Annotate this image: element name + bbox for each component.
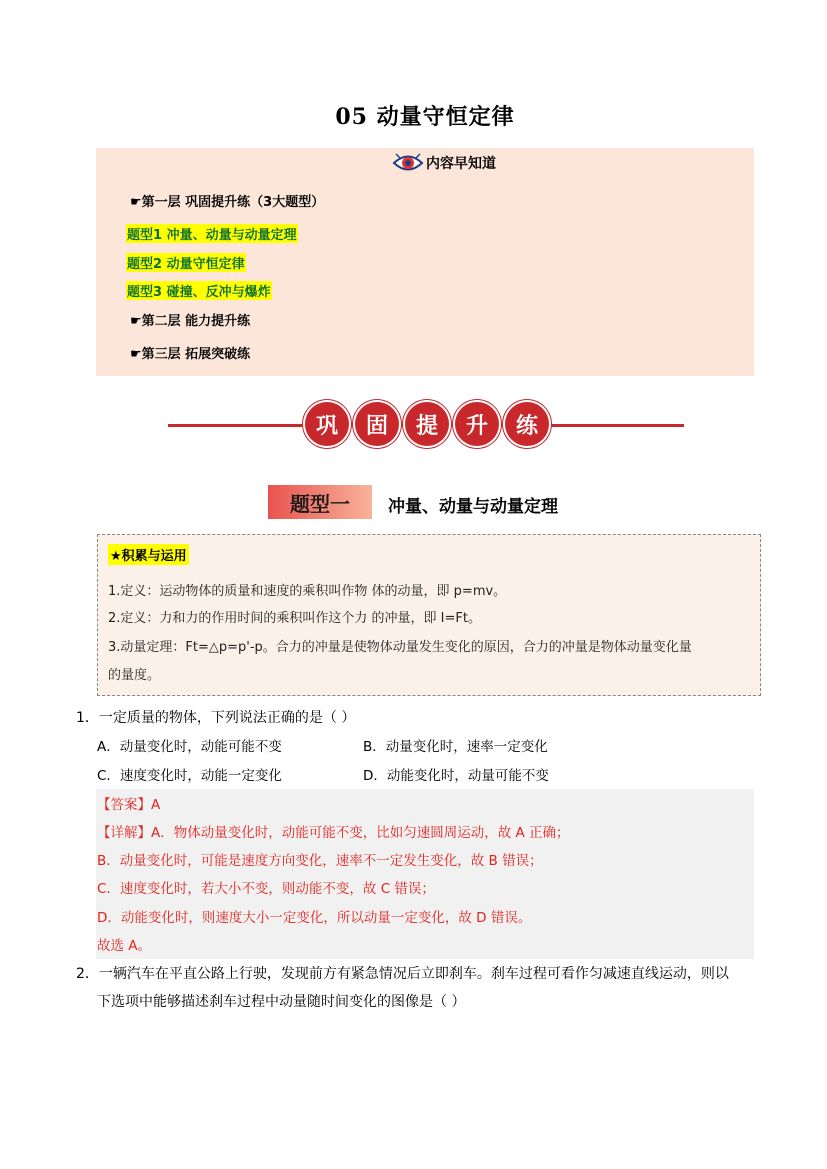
answer-detail: D．动能变化时，则速度大小一定变化，所以动量一定变化，故 D 错误。 xyxy=(97,910,532,926)
option-a[interactable]: A．动量变化时，动能可能不变 xyxy=(97,739,282,755)
question-2-stem-cont: 下选项中能够描述刹车过程中动量随时间变化的图像是（ ） xyxy=(97,994,466,1010)
knowledge-line: 3.动量定理：Ft=△p=p'-p。合力的冲量是使物体动量发生变化的原因，合力的冲量是物体动量变化量 xyxy=(108,640,692,655)
banner-char: 练 xyxy=(505,402,549,446)
answer-detail: 故选 A。 xyxy=(97,938,152,954)
knowledge-line: 2.定义：力和力的作用时间的乘积叫作这个力 的冲量，即 I=Ft。 xyxy=(108,611,481,626)
toc-heading xyxy=(392,152,496,174)
banner-char: 提 xyxy=(405,402,449,446)
toc-type-2[interactable]: 题型2 动量守恒定律 xyxy=(126,253,246,272)
answer-panel xyxy=(96,789,754,959)
page-title: 05 动量守恒定律 xyxy=(335,104,515,130)
section-badge: 题型一 xyxy=(268,485,372,519)
banner-char: 固 xyxy=(355,402,399,446)
toc-layer2[interactable]: ☛第二层 能力提升练 xyxy=(130,314,251,329)
option-c[interactable]: C．速度变化时，动能一定变化 xyxy=(97,768,282,784)
knowledge-heading: ★积累与运用 xyxy=(108,544,189,565)
question-1-stem: 1．一定质量的物体，下列说法正确的是（ ） xyxy=(76,710,356,726)
toc-layer1[interactable]: ☛第一层 巩固提升练（3大题型） xyxy=(130,195,325,210)
answer: 【答案】A xyxy=(97,797,161,813)
section-title: 冲量、动量与动量定理 xyxy=(388,497,558,517)
answer-detail: C．速度变化时，若大小不变，则动能不变，故 C 错误； xyxy=(97,881,435,897)
answer-detail: 【详解】A．物体动量变化时，动能可能不变，比如匀速圆周运动，故 A 正确； xyxy=(97,825,570,841)
toc-layer3[interactable]: ☛第三层 拓展突破练 xyxy=(130,347,251,362)
toc-type-1[interactable]: 题型1 冲量、动量与动量定理 xyxy=(126,224,298,243)
knowledge-line: 的量度。 xyxy=(108,668,161,683)
toc-type-3[interactable]: 题型3 碰撞、反冲与爆炸 xyxy=(126,281,272,300)
banner-char: 巩 xyxy=(305,402,349,446)
banner-char: 升 xyxy=(455,402,499,446)
banner xyxy=(305,402,549,446)
option-b[interactable]: B．动量变化时，速率一定变化 xyxy=(363,739,548,755)
answer-detail: B．动量变化时，可能是速度方向变化，速率不一定发生变化，故 B 错误； xyxy=(97,853,543,869)
eye-icon xyxy=(392,152,424,174)
knowledge-line: 1.定义：运动物体的质量和速度的乘积叫作物 体的动量，即 p=mv。 xyxy=(108,584,507,599)
option-d[interactable]: D．动能变化时，动量可能不变 xyxy=(363,768,549,784)
toc-heading-text: 内容早知道 xyxy=(426,156,496,172)
question-2-stem: 2．一辆汽车在平直公路上行驶，发现前方有紧急情况后立即刹车。刹车过程可看作匀减速直线运动，则以 xyxy=(76,966,729,982)
